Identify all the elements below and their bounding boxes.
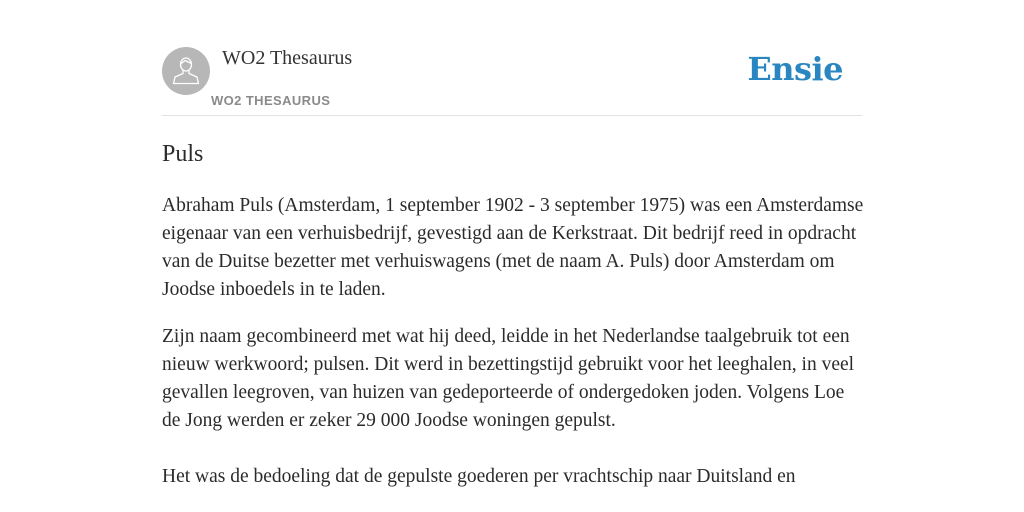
ensie-logo[interactable]: Ensie xyxy=(747,50,843,88)
article-paragraph: Het was de bedoeling dat de gepulste goederen per vrachtschip naar Duitsland en xyxy=(162,466,796,487)
author-name-link[interactable]: WO2 Thesaurus xyxy=(222,47,353,69)
article-paragraph: Abraham Puls (Amsterdam, 1 september 1902 - 3 september 1975) was een Amsterdamse eigenaar van een verhuisbedrijf, gevestigd aan de Kerkstraat. Dit bedrijf reed in opdracht van de Duitse bezetter met verhuiswagens (met de naam A. Puls) door Amsterdam om Joodse inboedels in te laden. xyxy=(162,195,864,300)
article-title: Puls xyxy=(162,141,204,167)
author-subtitle[interactable]: WO2 THESAURUS xyxy=(211,93,331,108)
article-header xyxy=(162,47,862,116)
article-paragraph: Zijn naam gecombineerd met wat hij deed, leidde in het Nederlandse taalgebruik tot een nieuw werkwoord; pulsen. Dit werd in bezettingstijd gebruikt voor het leeghalen, in veel gevallen leegroven, van huizen van gedeporteerde of ondergedoken joden. Volgens Loe de Jong werden er zeker 29 000 Joodse woningen gepulst. xyxy=(162,326,855,431)
user-silhouette-icon xyxy=(162,47,210,95)
author-avatar[interactable] xyxy=(162,47,210,95)
article-content xyxy=(162,137,866,491)
